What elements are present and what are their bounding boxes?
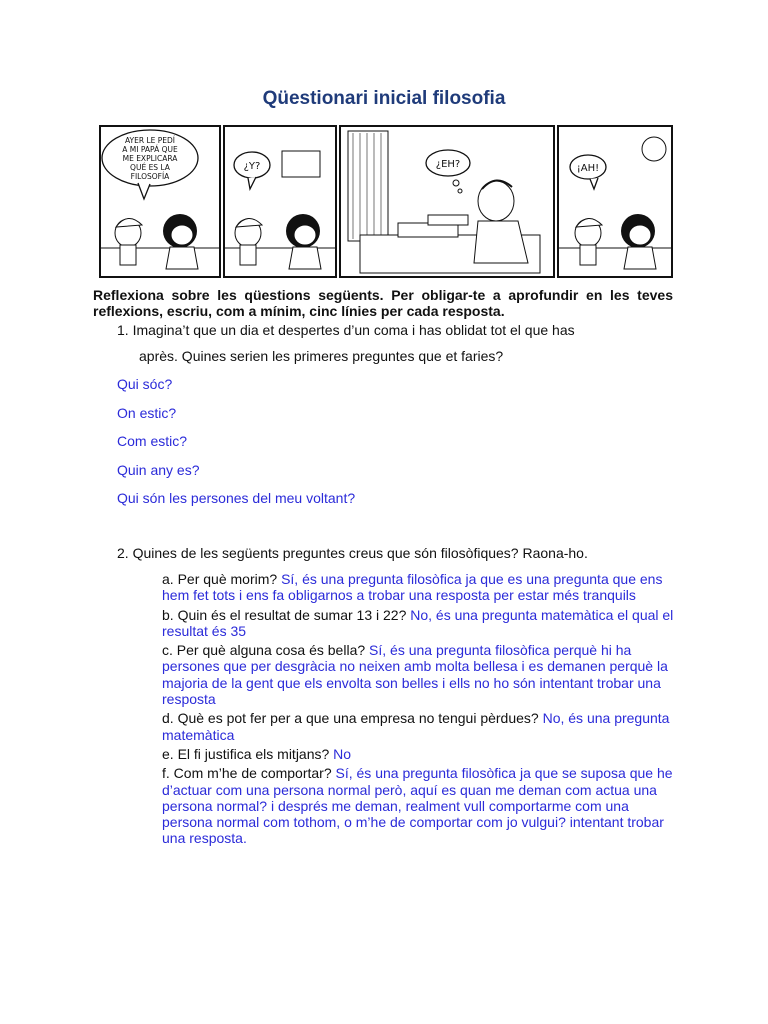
comic-panel-1 — [100, 126, 220, 277]
sub-question-answer: No — [333, 745, 352, 762]
comic-panel-4 — [558, 126, 672, 277]
answer-item: Quin any es? — [117, 461, 200, 478]
sub-question-text: a. Per què morim? — [162, 571, 282, 587]
question-1-line-1: 1. Imagina’t que un dia et despertes d’un coma i has oblidat tot el que has — [117, 322, 575, 338]
svg-text:¿Y?: ¿Y? — [243, 161, 261, 172]
answer-item: On estic? — [117, 404, 177, 421]
question-1-answers — [117, 376, 355, 519]
svg-text:QUÉ ES LA: QUÉ ES LA — [130, 163, 170, 172]
svg-text:A MI PAPÁ QUE: A MI PAPÁ QUE — [122, 145, 178, 154]
sub-question-answer: No, és una pregunta matemàtica — [162, 710, 670, 743]
svg-text:¡AH!: ¡AH! — [576, 163, 600, 174]
comic-panel-3 — [340, 126, 554, 277]
sub-question-text: b. Quin és el resultat de sumar 13 i 22? — [162, 606, 411, 623]
sub-question-a — [162, 571, 677, 604]
sub-question-b — [162, 607, 677, 640]
question-2: 2. Quines de les següents preguntes creus que són filosòfiques? Raona-ho. — [117, 545, 588, 561]
answer-item: Qui sóc? — [117, 376, 173, 392]
page-title: Qüestionari inicial filosofia — [262, 88, 506, 109]
sub-question-answer: Sí, és una pregunta filosòfica ja que es una pregunta que ens hem fet tots i ens fa obligarnos a trobar una resposta per estar més tranquils — [162, 571, 663, 604]
answer-item: Qui són les persones del meu voltant? — [117, 490, 356, 506]
sub-question-text: c. Per què alguna cosa és bella? — [162, 642, 370, 659]
sub-question-answer: Sí, és una pregunta filosòfica perquè hi ha persones que per desgràcia no neixen amb molta bellesa i es demanen perquè la majoria de la gent que els envolta son belles i ells no ho són intentant trobar una resposta — [162, 642, 668, 708]
sub-question-text: d. Què es pot fer per a que una empresa no tengui pèrdues? — [162, 710, 543, 727]
comic-panel-2 — [224, 126, 336, 277]
sub-question-text: f. Com m’he de comportar? — [162, 765, 336, 782]
sub-question-f — [162, 765, 677, 846]
sub-question-text: e. El fi justifica els mitjans? — [162, 745, 334, 762]
svg-text:ME EXPLICARA: ME EXPLICARA — [122, 154, 178, 163]
mafalda-comic-strip — [98, 123, 674, 280]
question-2-items — [162, 571, 677, 850]
sub-question-answer: No, és una pregunta matemàtica el qual el resultat és 35 — [162, 606, 674, 639]
sub-question-d — [162, 710, 677, 743]
sub-question-c — [162, 642, 677, 707]
answer-item: Com estic? — [117, 433, 188, 449]
sub-question-answer: Sí, és una pregunta filosòfica ja que se suposa que he d’actuar com una persona normal però, aquí es quan me deman com actua una persona normal? i després me deman, realment vull comportarme com una persona normal com tothom, o m’he de comportar com jo vulgui? intentant trobar una resposta. — [162, 765, 673, 847]
svg-text:¿EH?: ¿EH? — [435, 159, 461, 170]
instruction-text: Reflexiona sobre les qüestions següents. Per obligar-te a aprofundir en les teves reflexions, escriu, com a mínim, cinc línies per cada resposta. — [93, 287, 673, 319]
question-1-line-2: après. Quines serien les primeres preguntes que et faries? — [139, 348, 504, 364]
sub-question-e — [162, 746, 677, 762]
svg-text:FILOSOFÍA: FILOSOFÍA — [130, 172, 170, 181]
svg-text:AYER LE PEDÍ: AYER LE PEDÍ — [124, 136, 176, 145]
